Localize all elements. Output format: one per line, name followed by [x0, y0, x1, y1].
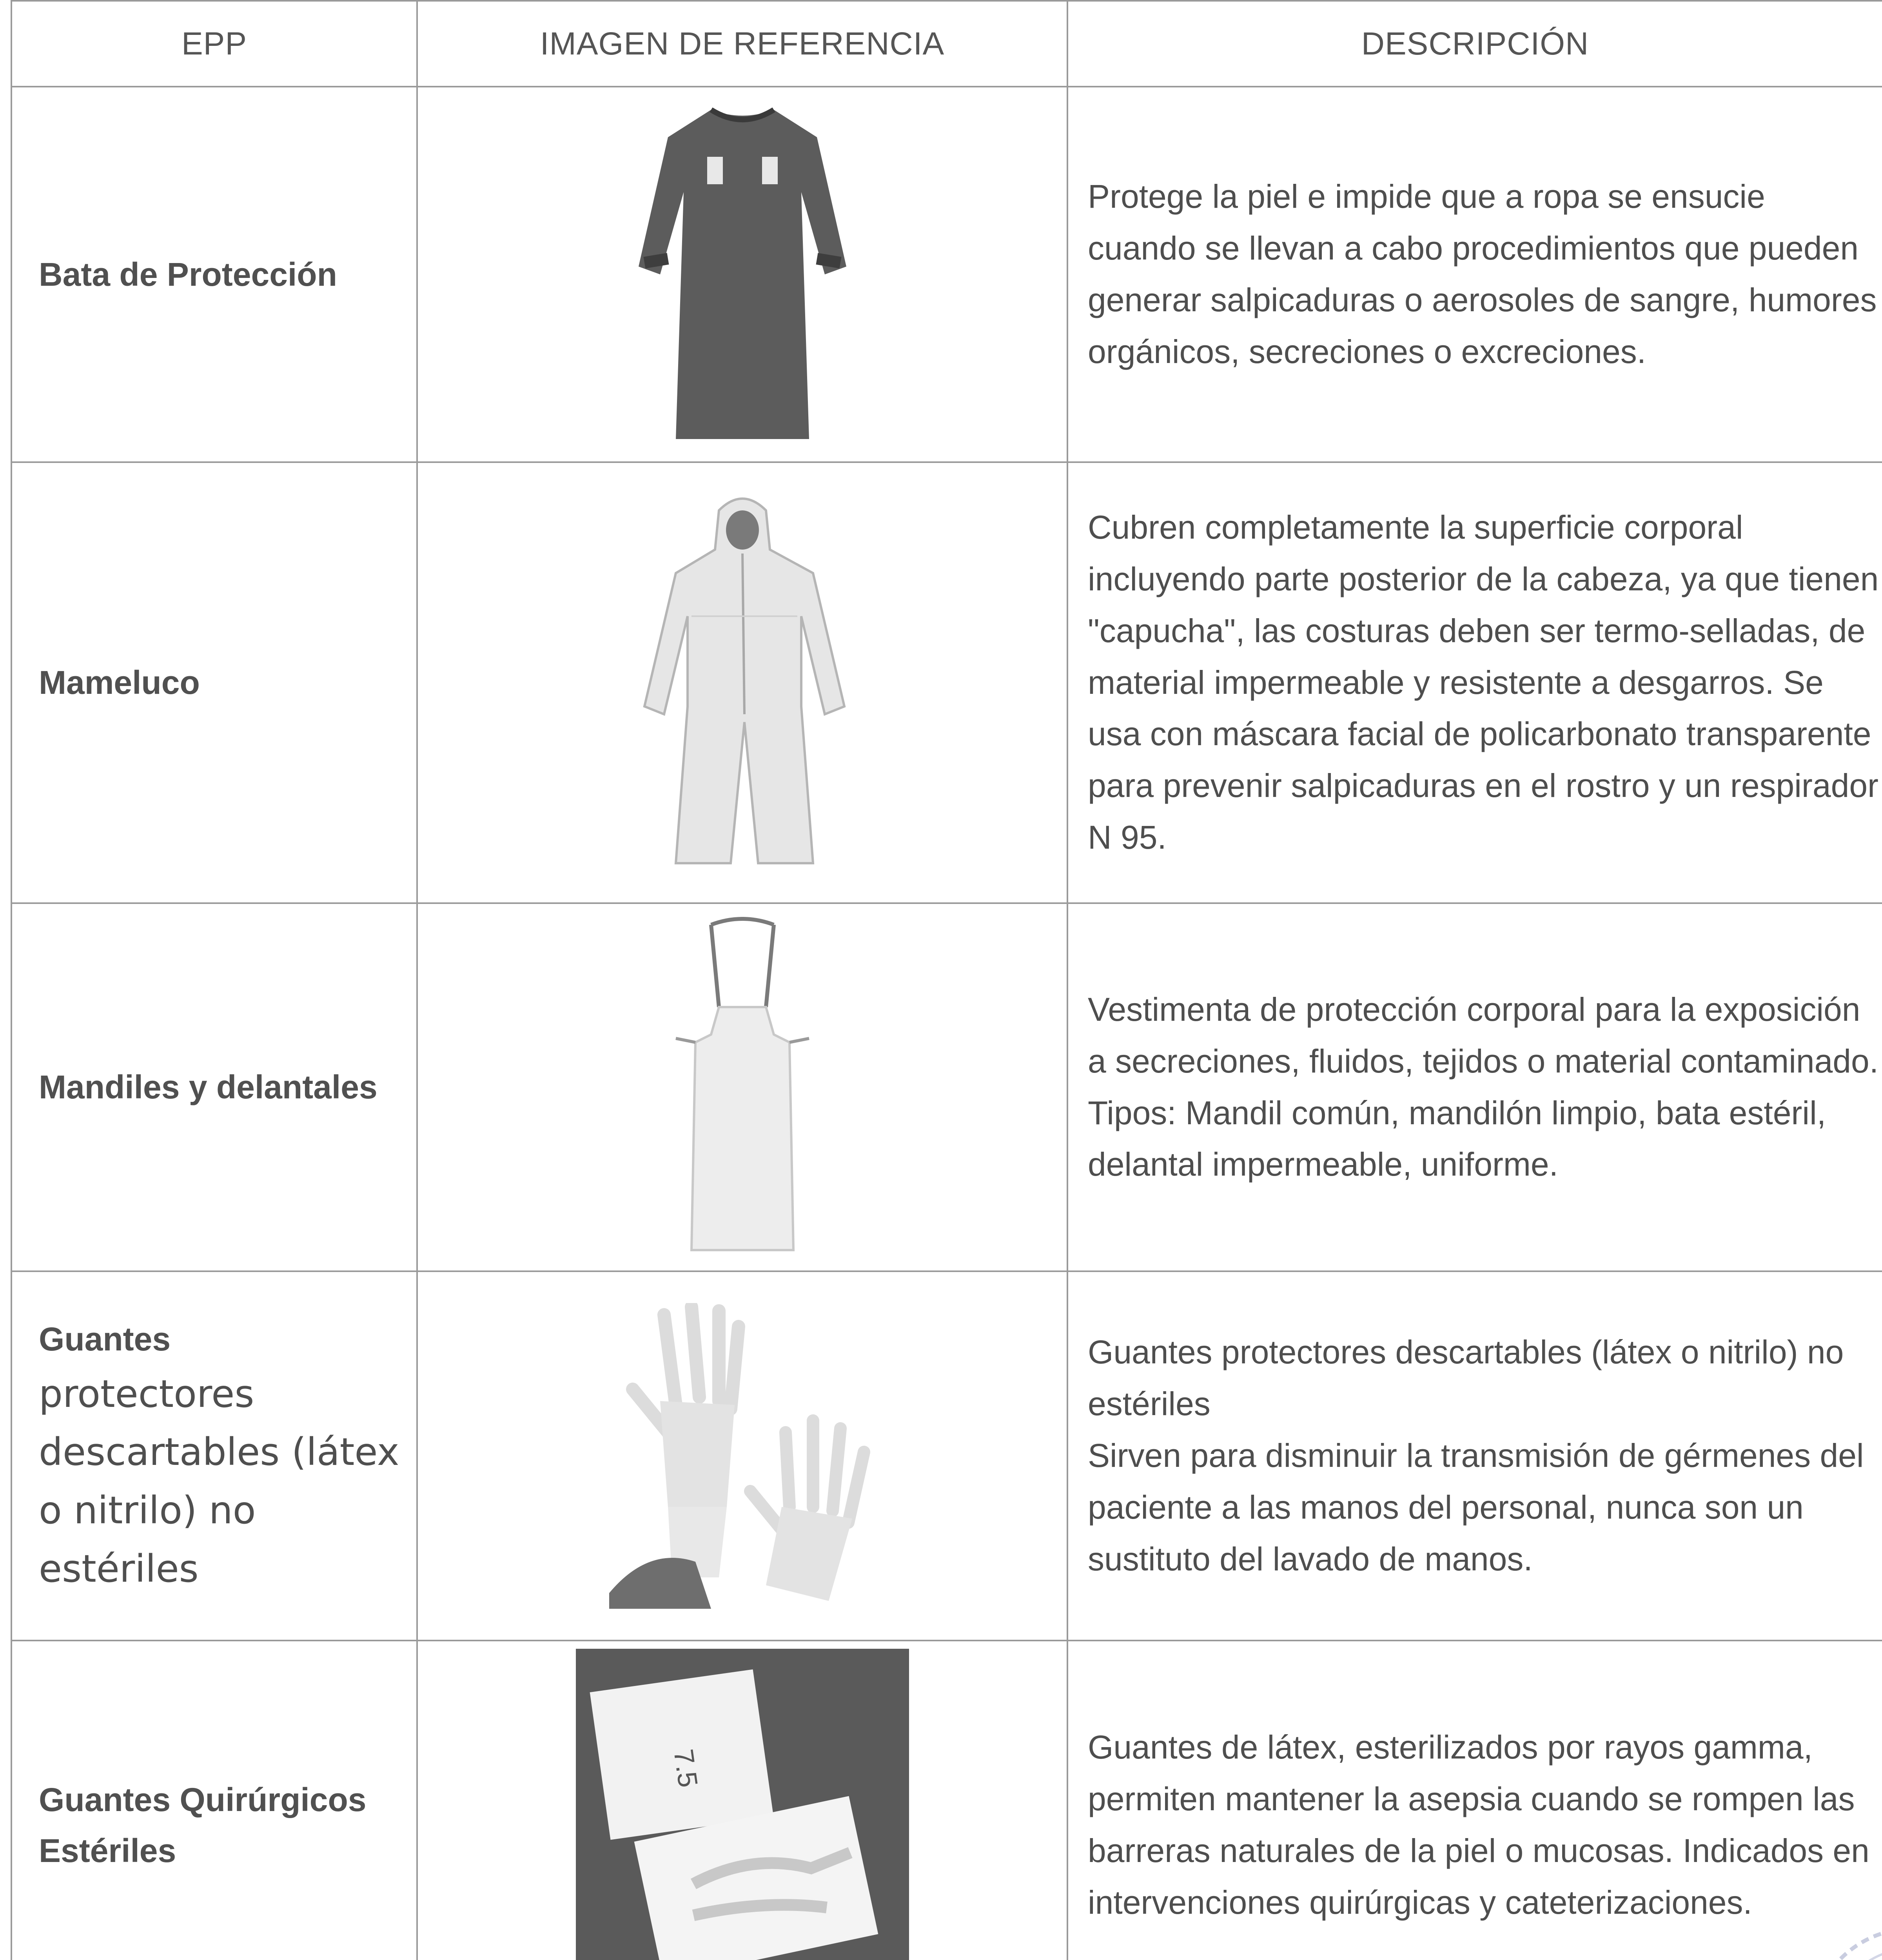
- description-cell: [1067, 903, 1882, 1271]
- reference-image-cell: [417, 1271, 1067, 1641]
- header-epp: EPP: [11, 1, 417, 87]
- apron-icon: [652, 917, 833, 1258]
- description-line: Vestimenta de protección corporal para la exposición a secreciones, fluidos, tejidos o material contaminado.: [1088, 991, 1879, 1080]
- table-row: [11, 1271, 1882, 1641]
- epp-name-cell: [11, 903, 417, 1271]
- reference-image-cell: [417, 87, 1067, 462]
- description-cell: [1067, 87, 1882, 462]
- coverall-icon: [633, 487, 852, 879]
- epp-name: Mameluco: [39, 664, 200, 701]
- table-row: [11, 903, 1882, 1271]
- disposable-gloves-icon: [601, 1303, 884, 1609]
- package-size-label: 7.5: [668, 1747, 704, 1789]
- description-text: Cubren completamente la superficie corporal incluyendo parte posterior de la cabeza, ya que tienen "capucha", las costuras deben ser termo-selladas, de material impermeable y resistente a desgarros. Se usa con máscara facial de policarbonato transparente para prevenir salpicaduras en el rostro y un respirador N 95.: [1088, 508, 1879, 856]
- reference-image-cell: [417, 1641, 1067, 1960]
- reference-image-cell: [417, 903, 1067, 1271]
- table-header-row: [11, 1, 1882, 87]
- epp-name-rest: protectores descartables (látex o nitrilo) no estériles: [39, 1372, 399, 1591]
- description-text: Guantes de látex, esterilizados por rayos gamma, permiten mantener la asepsia cuando se rompen las barreras naturales de la piel o mucosas. Indicados en intervenciones quirúrgicas y cateterizaciones.: [1088, 1729, 1869, 1921]
- description-text: Protege la piel e impide que a ropa se ensucie cuando se llevan a cabo procedimientos que pueden generar salpicaduras o aerosoles de sangre, humores orgánicos, secreciones o excreciones.: [1088, 178, 1877, 370]
- epp-name-cell: [11, 87, 417, 462]
- description-line: Sirven para disminuir la transmisión de gérmenes del paciente a las manos del personal, nunca son un sustituto del lavado de manos.: [1088, 1437, 1864, 1577]
- description-cell: [1067, 462, 1882, 903]
- epp-name-cell: [11, 462, 417, 903]
- header-imagen: IMAGEN DE REFERENCIA: [417, 1, 1067, 87]
- header-descripcion: DESCRIPCIÓN: [1067, 1, 1882, 87]
- table-row: [11, 1641, 1882, 1960]
- epp-table: [11, 0, 1882, 1960]
- description-cell: [1067, 1641, 1882, 1960]
- table-row: [11, 87, 1882, 462]
- reference-image-cell: [417, 462, 1067, 903]
- table-row: [11, 462, 1882, 903]
- sterile-gloves-package-icon: [576, 1649, 909, 1960]
- gown-icon: [633, 102, 852, 447]
- epp-name: Bata de Protección: [39, 256, 337, 293]
- epp-name-cell: [11, 1641, 417, 1960]
- description-line: Guantes protectores descartables (látex o nitrilo) no estériles: [1088, 1334, 1844, 1423]
- description-line: Tipos: Mandil común, mandilón limpio, bata estéril, delantal impermeable, uniforme.: [1088, 1094, 1826, 1183]
- epp-name: Mandiles y delantales: [39, 1069, 377, 1106]
- epp-name: Guantes Quirúrgicos Estériles: [39, 1781, 367, 1869]
- epp-name-cell: [11, 1271, 417, 1641]
- description-cell: [1067, 1271, 1882, 1641]
- epp-name-bold: Guantes: [39, 1321, 171, 1358]
